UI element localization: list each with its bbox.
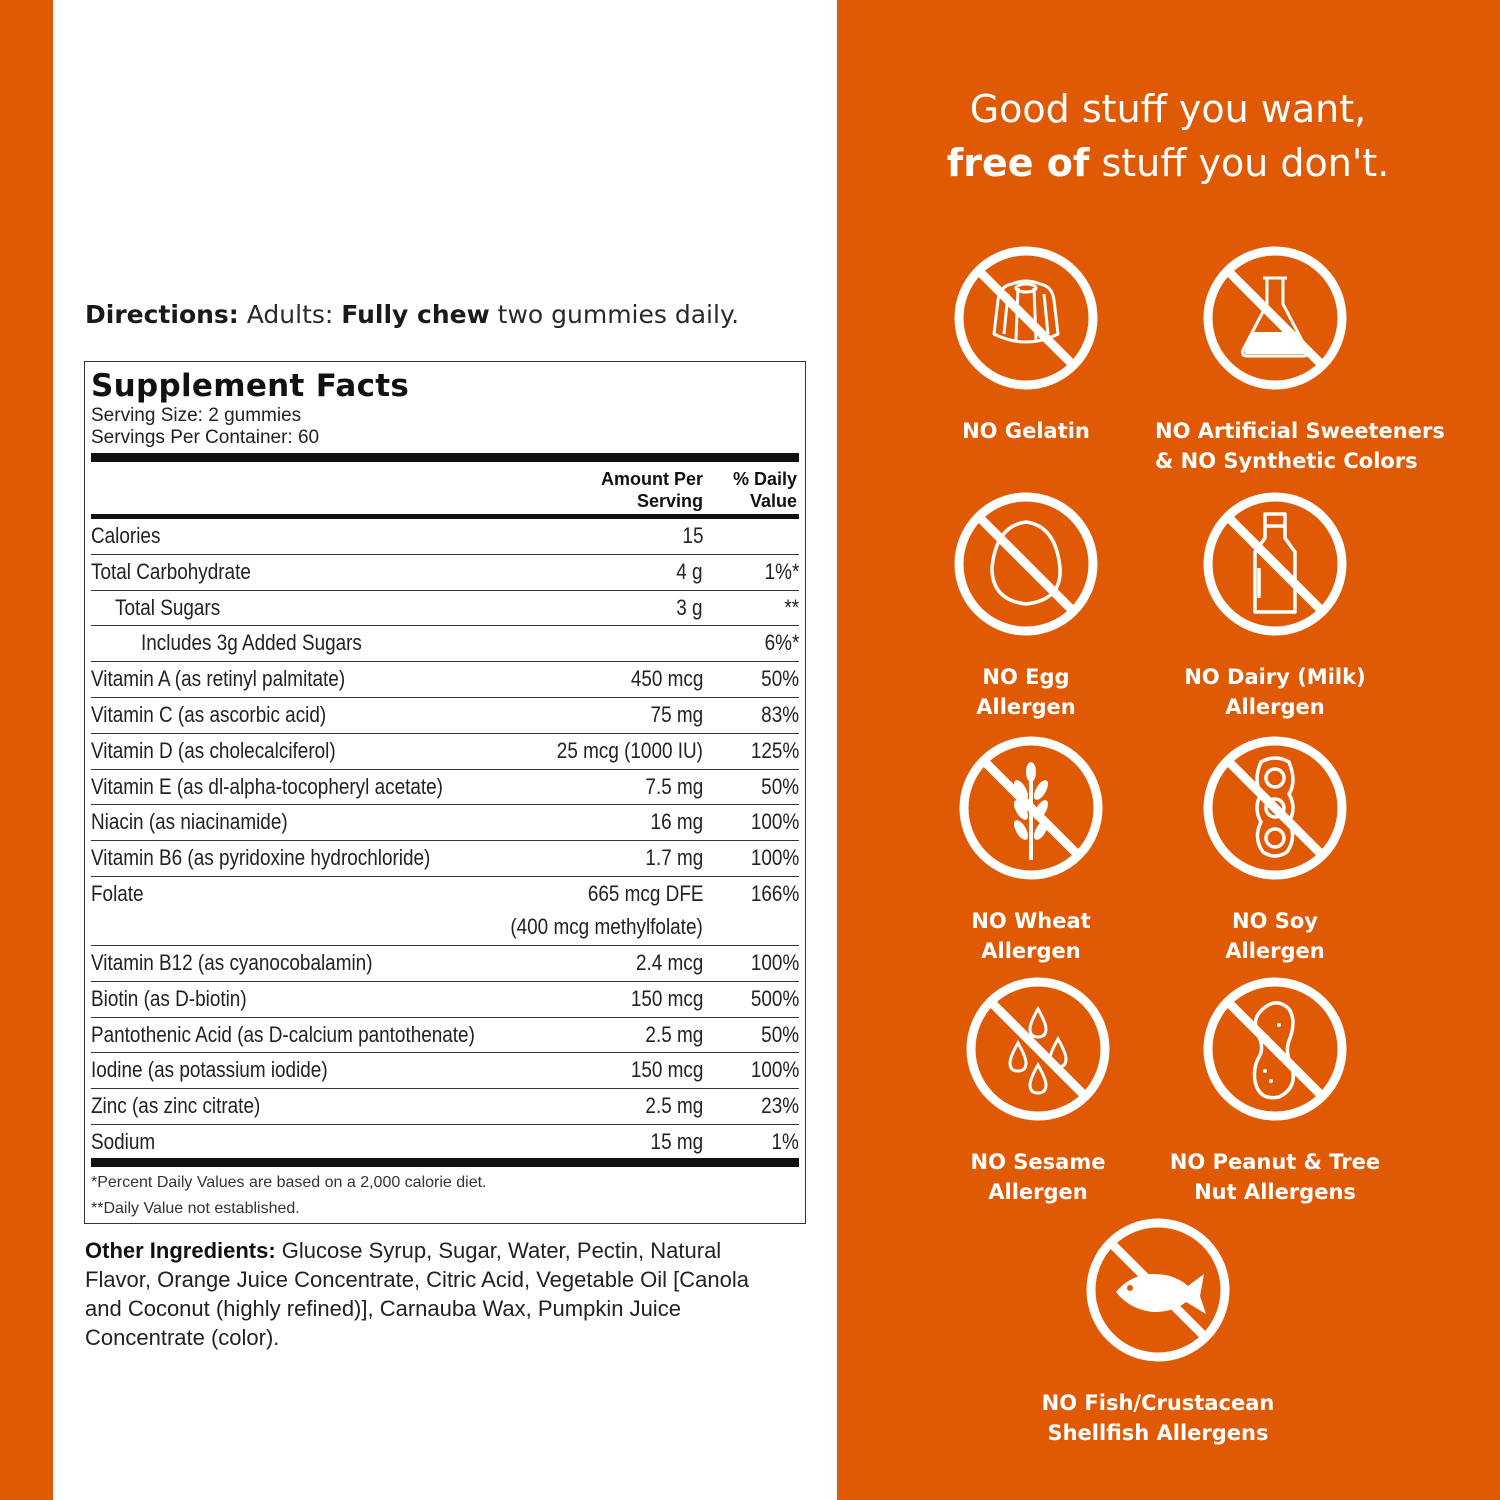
other-ingredients-text: Glucose Syrup, Sugar, Water, Pectin, Natural Flavor, Orange Juice Concentrate, Citric Acid, Vegetable Oil [Canola and Coconut (highly refined)], Carnauba Wax, Pumpkin Juice Concentrate (color). (85, 1238, 750, 1350)
fish-icon (1082, 1214, 1234, 1366)
nutrient-amount: 2.5 mg (645, 1021, 703, 1047)
badge-no-soy (1155, 732, 1395, 966)
badge-label-line-2: Nut Allergens (1194, 1180, 1356, 1204)
nutrient-name: Biotin (as D-biotin) (91, 985, 247, 1011)
headline-rest: stuff you don't. (1089, 141, 1390, 185)
label-panel (53, 0, 837, 1500)
nutrient-name: Folate (91, 881, 144, 906)
nutrient-amount: 75 mg (650, 702, 703, 727)
nutrient-daily-value: 1%* (764, 558, 799, 584)
nutrient-name: Calories (91, 523, 161, 548)
badge-label (918, 1147, 1158, 1207)
badge-label-line-1: NO Soy (1232, 909, 1318, 933)
header-daily-value (733, 468, 797, 512)
badge-label (1155, 662, 1395, 722)
nutrient-daily-value: 100% (750, 809, 799, 835)
nutrient-daily-value: 50% (761, 666, 799, 692)
nutrient-row (91, 1018, 799, 1054)
badge-label (1155, 416, 1445, 476)
nutrient-daily-value: 100% (750, 950, 799, 975)
nutrient-daily-value: 50% (761, 773, 799, 799)
directions-text: Adults: (238, 300, 342, 329)
nutrient-amount: 1.7 mg (645, 845, 703, 871)
nutrient-row (91, 877, 799, 946)
badge-label-line-1: NO Artificial Sweeteners (1155, 419, 1445, 443)
nutrient-amount: 25 mcg (1000 IU) (556, 737, 703, 763)
nutrient-name: Vitamin A (as retinyl palmitate) (91, 666, 346, 692)
badge-label-line-2: & NO Synthetic Colors (1155, 449, 1418, 473)
nutrient-daily-value: 166% (750, 881, 799, 906)
soybean-icon (1199, 732, 1351, 884)
nutrient-daily-value: 83% (761, 702, 799, 727)
badge-label-line-2: Allergen (988, 1180, 1088, 1204)
nutrient-name: Zinc (as zinc citrate) (91, 1093, 261, 1119)
headline-line-2 (836, 136, 1500, 190)
nutrient-daily-value: 6%* (764, 630, 799, 656)
badge-label-line-1: NO Dairy (Milk) (1184, 665, 1366, 689)
nutrient-daily-value: ** (784, 594, 799, 620)
gelatin-mold-icon (950, 242, 1102, 394)
flask-icon (1199, 242, 1351, 394)
nutrient-row (91, 698, 799, 734)
badge-no-peanut (1155, 973, 1395, 1207)
nutrient-name: Sodium (91, 1129, 156, 1154)
milk-bottle-icon (1199, 488, 1351, 640)
nutrient-name: Vitamin B6 (as pyridoxine hydrochloride) (91, 845, 431, 871)
footnote-not-established: **Daily Value not established. (91, 1200, 300, 1217)
nutrient-row (91, 519, 799, 555)
badge-label-line-1: NO Egg (982, 665, 1070, 689)
badge-label-line-1: NO Sesame (970, 1150, 1106, 1174)
nutrient-name: Total Carbohydrate (91, 558, 251, 584)
badge-no-wheat (911, 732, 1151, 966)
nutrient-row (91, 1053, 799, 1089)
badge-label-line-1: NO Wheat (971, 909, 1091, 933)
sesame-drops-icon (962, 973, 1114, 1125)
badge-label-line-2: Allergen (981, 939, 1081, 963)
nutrient-row (91, 982, 799, 1018)
nutrient-daily-value: 100% (750, 845, 799, 871)
badge-no-gelatin (906, 242, 1146, 446)
badge-no-fish (1038, 1214, 1278, 1448)
other-ingredients-label: Other Ingredients: (85, 1238, 276, 1263)
nutrient-name: Vitamin C (as ascorbic acid) (91, 702, 327, 727)
wheat-icon (955, 732, 1107, 884)
badge-label (1155, 906, 1395, 966)
directions-text-2: two gummies daily. (489, 300, 740, 329)
header-amount-line-2: Serving (636, 491, 703, 511)
nutrient-amount: 2.4 mcg (635, 950, 703, 975)
nutrient-row (91, 555, 799, 591)
other-ingredients (85, 1236, 785, 1352)
nutrient-name: Iodine (as potassium iodide) (91, 1057, 328, 1083)
headline-line-1: Good stuff you want, (969, 87, 1367, 131)
nutrient-amount: 16 mg (650, 809, 703, 835)
nutrient-row (91, 734, 799, 770)
nutrient-row (91, 662, 799, 698)
servings-per-container: Servings Per Container: 60 (91, 427, 320, 448)
header-dv-line-2: Value (749, 491, 797, 511)
nutrient-name: Vitamin D (as cholecalciferol) (91, 737, 336, 763)
nutrient-amount: 15 (681, 523, 703, 548)
nutrient-daily-value: 500% (750, 985, 799, 1011)
badge-label (911, 906, 1151, 966)
nutrient-amount: 150 mcg (630, 1057, 703, 1083)
serving-size: Serving Size: 2 gummies (91, 405, 302, 426)
nutrient-row (91, 1089, 799, 1125)
header-amount-line-1: Amount Per (600, 469, 703, 489)
nutrient-name: Niacin (as niacinamide) (91, 809, 288, 835)
nutrient-daily-value: 125% (750, 737, 799, 763)
nutrient-amount: 2.5 mg (645, 1093, 703, 1119)
badge-label-line-2: Allergen (976, 695, 1076, 719)
nutrient-name: Pantothenic Acid (as D-calcium pantothenate) (91, 1021, 475, 1047)
nutrient-row (91, 1125, 799, 1161)
bottom-thick-divider (91, 1158, 799, 1167)
badge-no-egg (906, 488, 1146, 722)
directions-label: Directions: (85, 300, 239, 329)
nutrient-amount-detail: (400 mcg methylfolate) (510, 914, 703, 939)
badge-label-line-1: NO Fish/Crustacean (1041, 1391, 1275, 1415)
supplement-facts-panel (84, 361, 806, 1224)
nutrient-amount: 7.5 mg (645, 773, 703, 799)
egg-icon (950, 488, 1102, 640)
directions (85, 300, 739, 329)
badge-label-line-1: NO Gelatin (962, 419, 1090, 443)
nutrient-name: Total Sugars (115, 594, 221, 620)
badge-label-line-2: Shellfish Allergens (1047, 1421, 1269, 1445)
nutrient-amount: 665 mcg DFE (587, 881, 703, 906)
nutrient-amount: 450 mcg (630, 666, 703, 692)
nutrient-name: Vitamin B12 (as cyanocobalamin) (91, 950, 373, 975)
nutrient-name: Vitamin E (as dl-alpha-tocopheryl acetate) (91, 773, 443, 799)
nutrient-daily-value: 1% (771, 1129, 799, 1154)
header-amount (601, 468, 703, 512)
nutrient-amount: 150 mcg (630, 985, 703, 1011)
badge-label (906, 416, 1146, 446)
nutrient-name: Includes 3g Added Sugars (141, 630, 362, 656)
nutrient-row (91, 770, 799, 806)
badge-no-sesame (918, 973, 1158, 1207)
badge-label (1155, 1147, 1395, 1207)
facts-title: Supplement Facts (91, 368, 410, 404)
badge-label (906, 662, 1146, 722)
badge-label-line-1: NO Peanut & Tree (1169, 1150, 1381, 1174)
thick-divider (91, 453, 799, 462)
badge-label-line-2: Allergen (1225, 695, 1325, 719)
badge-label-line-2: Allergen (1225, 939, 1325, 963)
nutrient-amount: 4 g (676, 558, 703, 584)
peanut-icon (1199, 973, 1351, 1125)
nutrient-amount: 3 g (676, 594, 703, 620)
nutrient-daily-value: 23% (761, 1093, 799, 1119)
headline-bold: free of (946, 141, 1090, 185)
nutrient-row (91, 805, 799, 841)
nutrient-daily-value: 50% (761, 1021, 799, 1047)
directions-bold: Fully chew (341, 300, 490, 329)
nutrient-row (91, 841, 799, 877)
nutrient-daily-value: 100% (750, 1057, 799, 1083)
nutrient-row (91, 946, 799, 982)
nutrient-row (91, 591, 799, 627)
badge-label (1038, 1388, 1278, 1448)
badge-no-artificial-sweeteners (1155, 242, 1445, 476)
header-dv-line-1: % Daily (732, 469, 797, 489)
badge-no-dairy (1155, 488, 1395, 722)
footnote-daily-values: *Percent Daily Values are based on a 2,000 calorie diet. (91, 1174, 487, 1191)
headline (836, 82, 1500, 190)
nutrient-amount: 15 mg (650, 1129, 703, 1154)
nutrient-row (91, 626, 799, 662)
